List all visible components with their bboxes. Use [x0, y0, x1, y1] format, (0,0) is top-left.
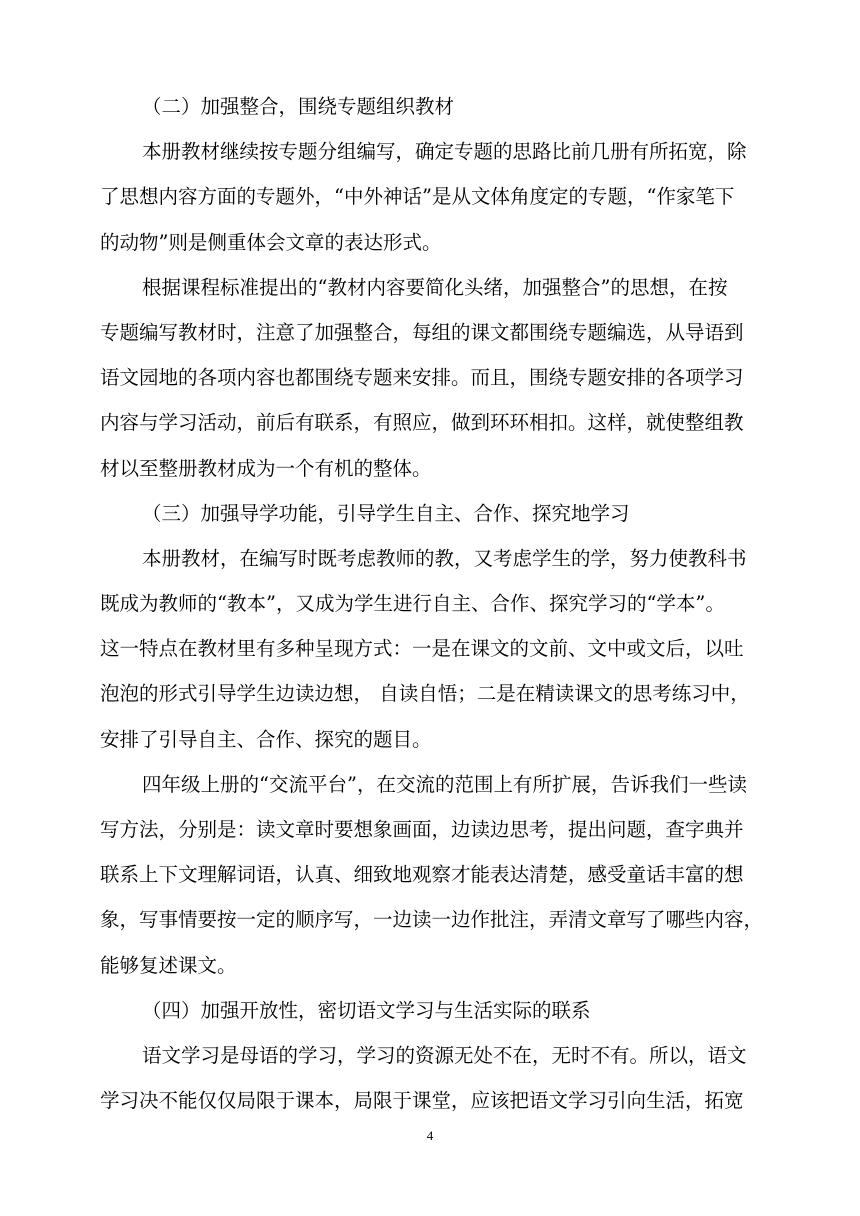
- section-heading-3: （三）加强导学功能，引导学生自主、合作、探究地学习: [142, 501, 630, 525]
- paragraph-line: 语文园地的各项内容也都围绕专题来安排。而且，围绕专题安排的各项学习: [100, 366, 744, 390]
- paragraph-line: 本册教材继续按专题分组编写，确定专题的思路比前几册有所拓宽，除: [142, 140, 747, 164]
- paragraph-line: 根据课程标准提出的“教材内容要简化头绪，加强整合”的思想，在按: [142, 275, 728, 299]
- paragraph-line: 了思想内容方面的专题外，“中外神话”是从文体角度定的专题，“作家笔下: [100, 185, 735, 209]
- section-heading-2: （二）加强整合，围绕专题组织教材: [142, 95, 455, 118]
- paragraph-line: 能够复述课文。: [100, 953, 237, 977]
- paragraph-line: 这一特点在教材里有多种呈现方式：一是在课文的文前、文中或文后，以吐: [100, 637, 744, 661]
- paragraph-line: 联系上下文理解词语，认真、细致地观察才能表达清楚，感受童话丰富的想: [100, 863, 744, 887]
- paragraph-line: 语文学习是母语的学习，学习的资源无处不在，无时不有。所以，语文: [142, 1043, 747, 1067]
- paragraph-line: 既成为教师的“教本”，又成为学生进行自主、合作、探究学习的“学本”。: [100, 592, 725, 616]
- paragraph-line: 安排了引导自主、合作、探究的题目。: [100, 727, 432, 751]
- paragraph-line: 泡泡的形式引导学生边读边想， 自读自悟；二是在精读课文的思考练习中，: [100, 682, 750, 706]
- paragraph-line: 的动物”则是侧重体会文章的表达形式。: [100, 230, 442, 254]
- page-number: 4: [426, 1128, 434, 1143]
- page-body: [100, 84, 780, 1123]
- paragraph-line: 写方法，分别是：读文章时要想象画面，边读边思考，提出问题，查字典并: [100, 818, 744, 841]
- paragraph-line: 象，写事情要按一定的顺序写，一边读一边作批注，弄清文章写了哪些内容，: [100, 908, 764, 932]
- section-heading-4: （四）加强开放性，密切语文学习与生活实际的联系: [142, 998, 591, 1022]
- paragraph-line: 本册教材，在编写时既考虑教师的教，又考虑学生的学，努力使教科书: [142, 546, 747, 570]
- paragraph-line: 专题编写教材时，注意了加强整合，每组的课文都围绕专题编选，从导语到: [100, 320, 744, 344]
- paragraph-line: 学习决不能仅仅局限于课本，局限于课堂，应该把语文学习引向生活，拓宽: [100, 1089, 744, 1113]
- paragraph-line: 材以至整册教材成为一个有机的整体。: [100, 456, 432, 480]
- paragraph-line: 内容与学习活动，前后有联系，有照应，做到环环相扣。这样，就使整组教: [100, 411, 744, 435]
- paragraph-line: 四年级上册的“交流平台”，在交流的范围上有所扩展，告诉我们一些读: [142, 772, 747, 796]
